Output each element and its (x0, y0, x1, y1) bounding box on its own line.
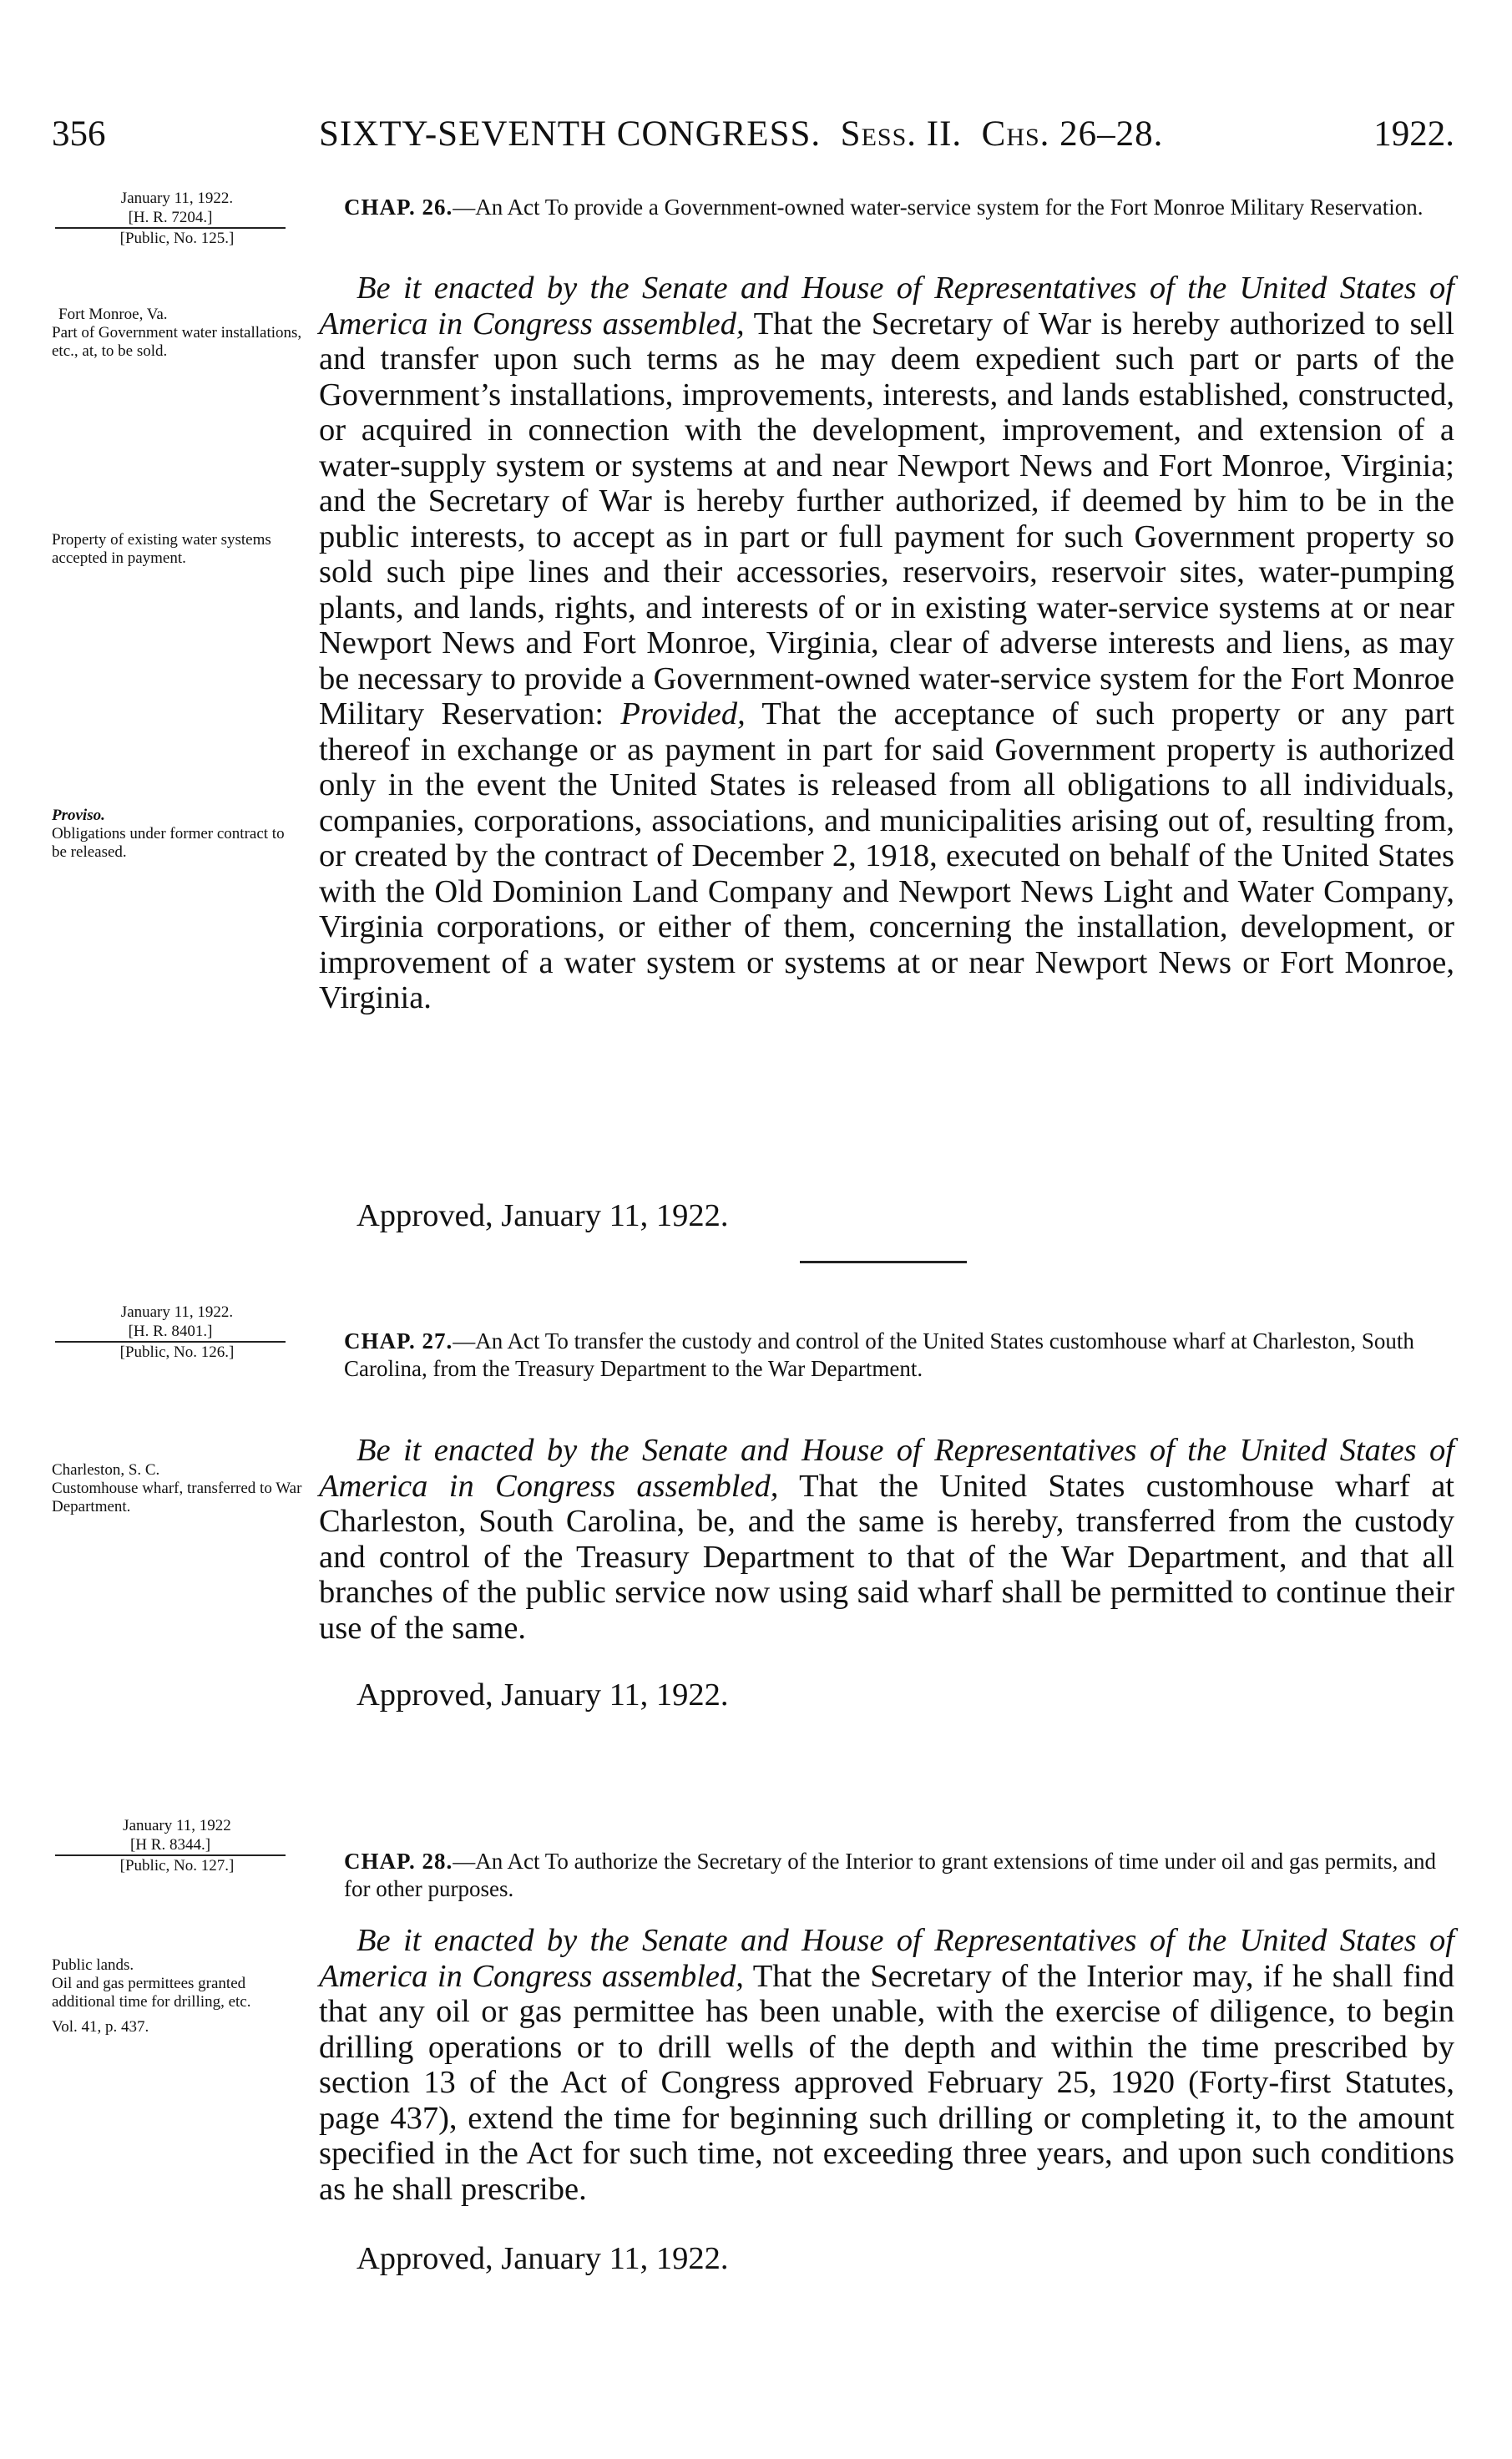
chapter-28-body (319, 1923, 1454, 2207)
chapter-27-date: January 11, 1922. (120, 1303, 234, 1321)
chapter-28-approved: Approved, January 11, 1922. (357, 2241, 729, 2276)
page-number: 356 (52, 114, 106, 154)
margin-note-location: Public lands. (52, 1956, 134, 1974)
chapter-26-margin-note-2 (52, 531, 302, 568)
chapters-label: Chs. 26–28. (981, 114, 1164, 154)
margin-note-proviso: Proviso. (52, 807, 105, 824)
chapter-27-margin-note-1 (52, 1461, 302, 1516)
chapter-27-enacting-clause: Be it enacted by the Senate and House of Representatives of the United States of America in Congress assembled, (319, 1433, 1454, 1504)
chapter-26-date: January 11, 1922. (120, 190, 234, 207)
chapter-27-title: —An Act To transfer the custody and control of the United States customhouse wharf at Charleston, South Carolina, from the Treasury Department to the War Department. (344, 1328, 1414, 1381)
chapter-27-meta (52, 1303, 302, 1362)
chapter-28-date: January 11, 1922 (123, 1817, 231, 1834)
chapter-27-text: That the United States customhouse wharf at Charleston, South Carolina, be, and the same is hereby, transferred from the custody and control of the Treasury Department to that of the War Department, and that all branches of the public service now using said wharf shall be permitted to continue their use of the same. (319, 1468, 1454, 1646)
chapter-26-heading (344, 194, 1454, 221)
chapter-26-text: That the Secretary of War is hereby authorized to sell and transfer upon such terms as he may deem expedient such part or parts of the Government’s installations, improvements, interests, and lands established, constructed, or acquired in connection with the development, improvement, and extension of a water-supply system or systems at and near Newport News and Fort Monroe, Virginia; and the Secretary of War is hereby further authorized, if deemed by him to be in the public interests, to accept as in part or full payment for such Government property so sold such pipe lines and their accessories, reservoirs, reservoir sites, water-pumping plants, and lands, rights, and interests of or in existing water-service systems at or near Newport News and Fort Monroe, Virginia, clear of adverse interests and liens, as may be necessary to provide a Government-owned water-service system for the Fort Monroe Military Reservation: (319, 306, 1454, 731)
chapter-27-public-law: [Public, No. 126.] (119, 1343, 235, 1361)
chapter-27-approved: Approved, January 11, 1922. (357, 1677, 729, 1713)
chapter-27-bill: [H. R. 8401.] (55, 1322, 286, 1343)
session-label: Sess. II. (840, 114, 963, 154)
chapter-28-bill: [H R. 8344.] (55, 1835, 286, 1856)
margin-note-location: Fort Monroe, Va. (58, 306, 168, 323)
margin-note-text: Property of existing water systems accepted in payment. (52, 531, 271, 567)
chapter-27-heading (344, 1328, 1454, 1383)
chapter-26-proviso-word: Provided, (620, 696, 746, 731)
chapter-28-text: That the Secretary of the Interior may, if he shall find that any oil or gas permittee has been unable, with the exercise of diligence, to begin drilling operations or to drill wells of the depth and within the time prescribed by section 13 of the Act of Congress approved February 25, 1920 (Forty-first Statutes, page 437), extend the time for beginning such drilling or completing it, to the amount specified in the Act for such time, not exceeding three years, and upon such conditions as he shall prescribe. (319, 1958, 1455, 2207)
chapter-26-public-law: [Public, No. 125.] (119, 230, 235, 247)
chapter-26-title: —An Act To provide a Government-owned water-service system for the Fort Monroe Military Reservation. (453, 195, 1424, 220)
chapter-26-number: CHAP. 26. (344, 195, 453, 220)
chapter-26-margin-note-3 (52, 807, 302, 862)
chapter-28-public-law: [Public, No. 127.] (119, 1857, 235, 1875)
chapter-28-number: CHAP. 28. (344, 1849, 453, 1874)
margin-note-text: Oil and gas permittees granted additional time for drilling, etc. (52, 1975, 251, 2011)
chapter-28-enacting-clause: Be it enacted by the Senate and House of Representatives of the United States of America in Congress assembled, (319, 1923, 1454, 1994)
chapter-26-margin-note-1 (52, 306, 302, 361)
margin-note-text: Obligations under former contract to be released. (52, 825, 285, 861)
chapter-26-approved: Approved, January 11, 1922. (357, 1198, 729, 1233)
margin-note-text: Part of Government water installations, etc., at, to be sold. (52, 324, 302, 360)
chapter-27-body (319, 1433, 1454, 1646)
margin-note-location: Charleston, S. C. (52, 1461, 160, 1479)
chapter-28-heading (344, 1848, 1454, 1903)
header-title (319, 114, 1163, 154)
chapter-28-title: —An Act To authorize the Secretary of the Interior to grant extensions of time under oil and gas permits, and for other purposes. (344, 1849, 1437, 1901)
chapter-26-bill: [H. R. 7204.] (55, 208, 286, 229)
section-divider (800, 1261, 967, 1263)
margin-note-reference: Vol. 41, p. 437. (52, 2018, 149, 2036)
chapter-28-margin-note-1 (52, 1956, 302, 2037)
congress-title: SIXTY-SEVENTH CONGRESS. (319, 114, 822, 154)
header-year: 1922. (1373, 114, 1454, 154)
chapter-26-enacting-clause: Be it enacted by the Senate and House of Representatives of the United States of America in Congress assembled, (319, 271, 1454, 342)
chapter-27-number: CHAP. 27. (344, 1328, 453, 1353)
chapter-26-body (319, 271, 1454, 1016)
chapter-26-meta (52, 189, 302, 248)
running-header (52, 114, 1454, 164)
chapter-28-meta (52, 1816, 302, 1875)
margin-note-text: Customhouse wharf, transferred to War Department. (52, 1480, 302, 1515)
chapter-26-proviso-text: That the acceptance of such property or any part thereof in exchange or as payment in part for said Government property is authorized only in the event the United States is released from all obligations to all individuals, companies, corporations, associations, and municipalities arising out of, resulting from, or created by the contract of December 2, 1918, executed on behalf of the United States with the Old Dominion Land Company and Newport News Light and Water Company, Virginia corporations, or either of them, concerning the installation, development, or improvement of a water system or systems at or near Newport News or Fort Monroe, Virginia. (319, 696, 1454, 1015)
